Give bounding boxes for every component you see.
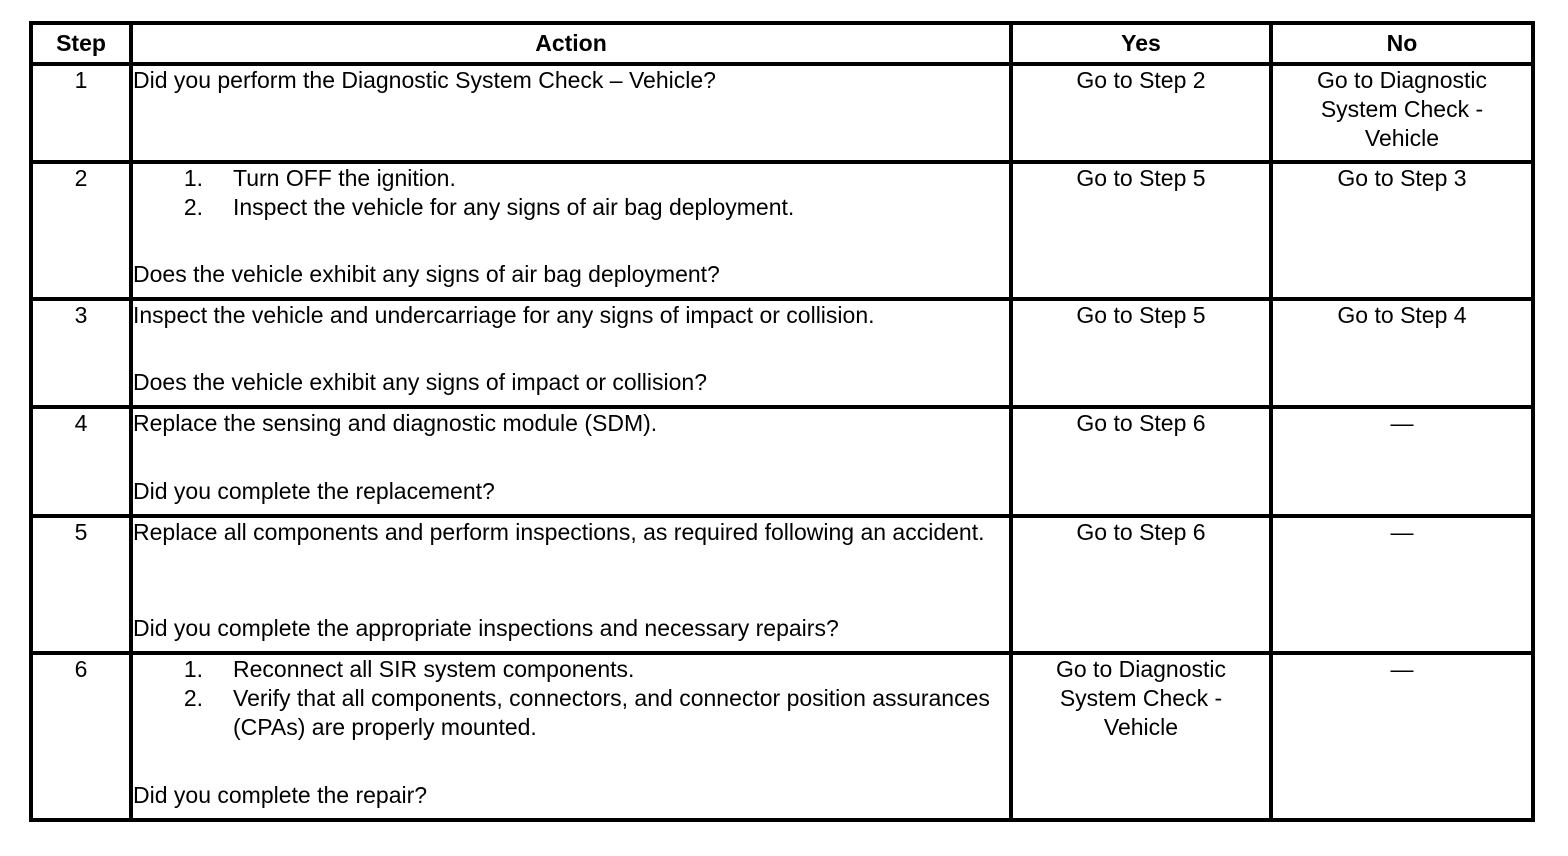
table-row xyxy=(31,653,1533,820)
action-question: Does the vehicle exhibit any signs of air bag deployment? xyxy=(133,261,720,287)
table-row xyxy=(31,516,1533,653)
action-intro: Inspect the vehicle and undercarriage for any signs of impact or collision. xyxy=(133,302,875,328)
action-step-list xyxy=(133,164,1009,222)
yes-result xyxy=(1011,64,1271,162)
step-number: 2 xyxy=(31,162,131,299)
action-question: Did you complete the replacement? xyxy=(133,478,495,504)
table-body xyxy=(31,64,1533,820)
step-number: 3 xyxy=(31,299,131,407)
header-yes: Yes xyxy=(1011,23,1271,64)
action-instructions xyxy=(133,301,1009,330)
yes-result xyxy=(1011,516,1271,653)
no-result xyxy=(1271,407,1533,516)
yes-result xyxy=(1011,162,1271,299)
header-row xyxy=(31,23,1533,64)
action-instructions xyxy=(133,655,1009,742)
action-cell xyxy=(131,64,1011,162)
step-number: 1 xyxy=(31,64,131,162)
diagnostic-table xyxy=(29,21,1535,822)
yes-result-text: Go to Diagnostic System Check - Vehicle xyxy=(1055,656,1227,740)
action-cell xyxy=(131,653,1011,820)
table-row xyxy=(31,407,1533,516)
list-item-text: Verify that all components, connectors, and connector position assurances (CPAs) are properly mounted. xyxy=(233,685,990,740)
action-intro: Did you perform the Diagnostic System Check – Vehicle? xyxy=(133,67,716,93)
no-result xyxy=(1271,653,1533,820)
yes-result xyxy=(1011,653,1271,820)
list-item-text: Reconnect all SIR system components. xyxy=(233,656,635,682)
action-instructions xyxy=(133,66,1009,95)
action-question: Does the vehicle exhibit any signs of impact or collision? xyxy=(133,369,708,395)
list-item-number: 1. xyxy=(183,165,203,191)
step-number: 5 xyxy=(31,516,131,653)
list-item xyxy=(133,164,1009,193)
action-cell xyxy=(131,162,1011,299)
action-cell xyxy=(131,407,1011,516)
yes-result-text: Go to Step 6 xyxy=(1076,519,1206,545)
list-item xyxy=(133,193,1009,222)
step-number: 4 xyxy=(31,407,131,516)
table-row xyxy=(31,162,1533,299)
step-number: 6 xyxy=(31,653,131,820)
yes-result-text: Go to Step 2 xyxy=(1076,67,1206,93)
no-result xyxy=(1271,516,1533,653)
action-step-list xyxy=(133,655,1009,742)
action-instructions xyxy=(133,409,1009,438)
yes-result xyxy=(1011,407,1271,516)
action-intro: Replace all components and perform inspections, as required following an accident. xyxy=(133,519,985,545)
no-result-text: — xyxy=(1390,656,1414,682)
no-result-text: Go to Step 4 xyxy=(1337,302,1467,328)
list-item-text: Turn OFF the ignition. xyxy=(233,165,456,191)
yes-result xyxy=(1011,299,1271,407)
no-result xyxy=(1271,162,1533,299)
yes-result-text: Go to Step 6 xyxy=(1076,410,1206,436)
action-question: Did you complete the appropriate inspections and necessary repairs? xyxy=(133,615,839,641)
header-no: No xyxy=(1271,23,1533,64)
yes-result-text: Go to Step 5 xyxy=(1076,302,1206,328)
action-instructions xyxy=(133,518,1009,547)
header-step: Step xyxy=(31,23,131,64)
action-cell xyxy=(131,299,1011,407)
list-item xyxy=(133,684,1009,742)
list-item-number: 1. xyxy=(183,656,203,682)
action-instructions xyxy=(133,164,1009,222)
list-item xyxy=(133,655,1009,684)
header-action: Action xyxy=(131,23,1011,64)
no-result-text: Go to Diagnostic System Check - Vehicle xyxy=(1316,67,1488,151)
no-result-text: — xyxy=(1390,519,1414,545)
yes-result-text: Go to Step 5 xyxy=(1076,165,1206,191)
action-intro: Replace the sensing and diagnostic module (SDM). xyxy=(133,410,658,436)
no-result-text: — xyxy=(1390,410,1414,436)
action-question: Did you complete the repair? xyxy=(133,782,428,808)
no-result xyxy=(1271,299,1533,407)
action-cell xyxy=(131,516,1011,653)
no-result xyxy=(1271,64,1533,162)
table-row xyxy=(31,64,1533,162)
list-item-number: 2. xyxy=(183,685,203,711)
no-result-text: Go to Step 3 xyxy=(1337,165,1467,191)
table-row xyxy=(31,299,1533,407)
list-item-text: Inspect the vehicle for any signs of air bag deployment. xyxy=(233,194,795,220)
list-item-number: 2. xyxy=(183,194,203,220)
